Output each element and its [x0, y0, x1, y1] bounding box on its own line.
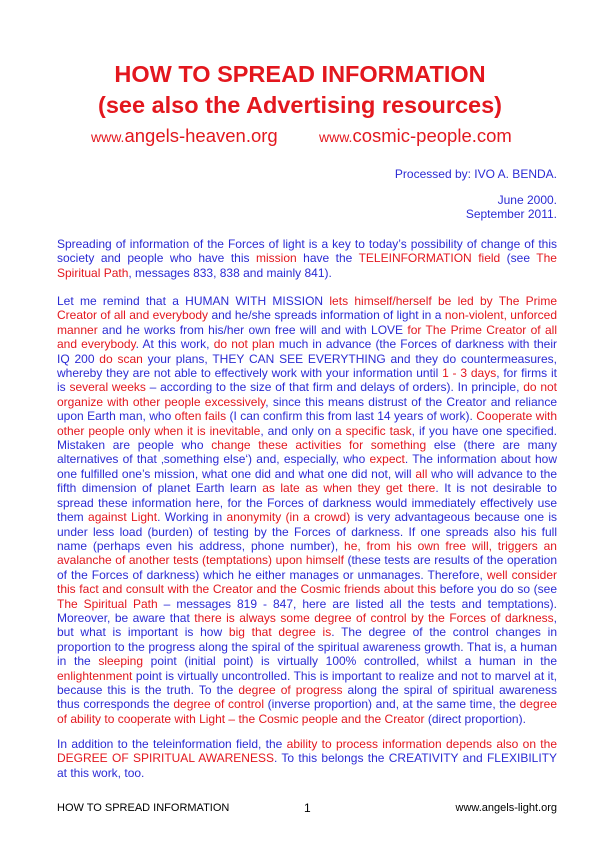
highlighted-text: sleeping — [98, 654, 144, 669]
body-text: . At this work, — [135, 337, 214, 352]
page-title: HOW TO SPREAD INFORMATION — [114, 61, 486, 87]
body-text: . It is not desirable to spread these information here, for the Forces of darkness would immediately effectively use them — [57, 481, 557, 525]
highlighted-text: expect — [369, 452, 405, 467]
dates-block — [466, 193, 557, 221]
highlighted-text: mission — [255, 251, 297, 266]
highlighted-text: all — [415, 466, 428, 481]
body-text: and he/she spreads information of light in a — [208, 308, 445, 323]
body-text: . The information about how one fulfilled one’s mission, what one did and what one did not, will — [57, 452, 557, 481]
highlighted-text: degree of control — [173, 697, 265, 712]
body-text: In addition to the teleinformation field, the — [57, 737, 287, 751]
body-text: . The degree of the control changes in proportion to the progress along the spiral of the spiritual awareness growth. That is, a human in the — [57, 625, 558, 669]
highlighted-text: a specific task — [335, 423, 412, 438]
page-number: 1 — [304, 801, 311, 815]
body-text: much in advance (the Forces of darkness with their IQ 200 — [57, 337, 557, 366]
highlighted-text: degree of ability to cooperate with Light – the Cosmic people and the Creator — [57, 697, 557, 726]
body-text: (I can confirm this from last 14 years of work). — [226, 409, 477, 424]
body-text: and he works from his/her own free will and with LOVE — [97, 322, 408, 337]
body-text: , messages 833, 838 and mainly 841). — [128, 265, 332, 280]
body-text: else (there are many alternatives of that ‚something else‘) and, especially, who — [57, 438, 557, 467]
paragraph-intro — [57, 237, 557, 280]
highlighted-text: often fails — [174, 409, 227, 424]
highlighted-text: lets himself/herself be led by The Prime Creator of all and everybody — [57, 294, 558, 323]
highlighted-text: do not organize with other people excessively — [57, 380, 557, 409]
highlighted-text: big that degree is — [228, 625, 332, 640]
body-text: – according to the size of that firm and delays of orders). In principle, — [145, 380, 524, 395]
body-text: – messages 819 - 847, here are listed all the tests and temptations). Moreover, be aware that — [57, 596, 557, 625]
body-text: (these tests are results of the operation of the Forces of darkness) which he either manages or unmanages. Therefore, — [57, 553, 557, 582]
highlighted-text: enlightenment — [57, 668, 133, 683]
highlighted-text: well consider this fact and consult with the Creator and the Cosmic friends about this — [57, 567, 557, 597]
date-original: June 2000. — [497, 193, 557, 207]
highlighted-text: The Spiritual Path — [57, 596, 158, 611]
body-text: , since this means distrust of the Creator and reliance upon Earth man, who — [57, 394, 557, 424]
footer-title: HOW TO SPREAD INFORMATION — [57, 802, 230, 814]
body-text: . Working in — [157, 510, 227, 525]
highlighted-text: TELEINFORMATION field — [358, 251, 501, 266]
body-text: who will advance to the fifth dimension of planet Earth learn — [57, 466, 557, 496]
page-subtitle: (see also the Advertising resources) — [98, 92, 502, 118]
body-text: is very advantageous because one is under less load (burden) of testing by the Forces of darkness. If one spreads also his full name (perhaps even his address, phone number), — [57, 510, 558, 553]
body-text: before you do so (see — [436, 582, 557, 597]
highlighted-text: as late as when they get there — [262, 481, 436, 496]
highlighted-text: do scan — [99, 351, 143, 366]
website-link-angels-heaven[interactable]: www.angels-heaven.org — [91, 125, 278, 146]
body-text: (inverse proportion) and, at the same time, the — [264, 697, 520, 712]
body-text: your plans, THEY CAN SEE EVERYTHING and they do countermeasures, whereby they are not able to effectively work with your information until — [57, 351, 557, 381]
processed-by: Processed by: IVO A. BENDA. — [394, 167, 557, 181]
highlighted-text: 1 - 3 days — [442, 366, 497, 381]
body-text: have the — [296, 251, 359, 266]
highlighted-text: against Light — [88, 510, 158, 525]
highlighted-text: do not plan — [213, 337, 275, 352]
body-text: . To this belongs the CREATIVITY and FLEXIBILITY at this work, too. — [57, 751, 558, 780]
body-text: point is virtually uncontrolled. This is important to realize and not to marvel at it, because this is the truth. To the — [57, 668, 557, 697]
highlighted-text: Cooperate with other people only when it is inevitable — [57, 409, 558, 438]
highlighted-text: anonymity (in a crowd) — [226, 510, 351, 525]
highlighted-text: degree of progress — [238, 682, 343, 697]
body-text: (see — [500, 251, 537, 266]
highlighted-text: change these activities for something — [211, 438, 427, 453]
highlighted-text: non-violent, unforced manner — [57, 308, 558, 337]
body-text: along the spiral of spiritual awareness thus corresponds the — [57, 682, 557, 712]
website-link-cosmic-people[interactable]: www.cosmic-people.com — [319, 125, 512, 146]
highlighted-text: there is always some degree of control by the Forces of darkness — [194, 610, 554, 625]
body-text: Spreading of information of the Forces of light is a key to today’s possibility of change of this society and people who have this — [57, 237, 557, 266]
body-text: Let me remind that a HUMAN WITH MISSION — [57, 294, 330, 308]
body-text: , and only on — [260, 423, 335, 438]
paragraph-awareness — [57, 737, 557, 780]
footer-link[interactable]: www.angels-light.org — [455, 802, 557, 814]
highlighted-text: several weeks — [69, 380, 146, 395]
highlighted-text: he, from his own free will, triggers an avalanche of another tests (temptations) upon himself — [57, 538, 557, 568]
date-revised: September 2011. — [465, 207, 557, 221]
paragraph-mission — [57, 294, 557, 726]
highlighted-text: The Spiritual Path — [57, 251, 557, 280]
body-text: , for firms it is — [57, 366, 557, 395]
body-text: , if you have one specified. Mistaken are people who — [57, 423, 557, 453]
body-text: (direct proportion). — [424, 711, 526, 726]
highlighted-text: ability to process information depends also on the DEGREE OF SPIRITUAL AWARENESS — [57, 737, 557, 766]
highlighted-text: for The Prime Creator of all and everybody — [57, 322, 558, 352]
body-text: , but what is important is how — [57, 610, 557, 640]
body-text: point (initial point) is virtually 100% controlled, whilst a human in the — [143, 654, 557, 669]
